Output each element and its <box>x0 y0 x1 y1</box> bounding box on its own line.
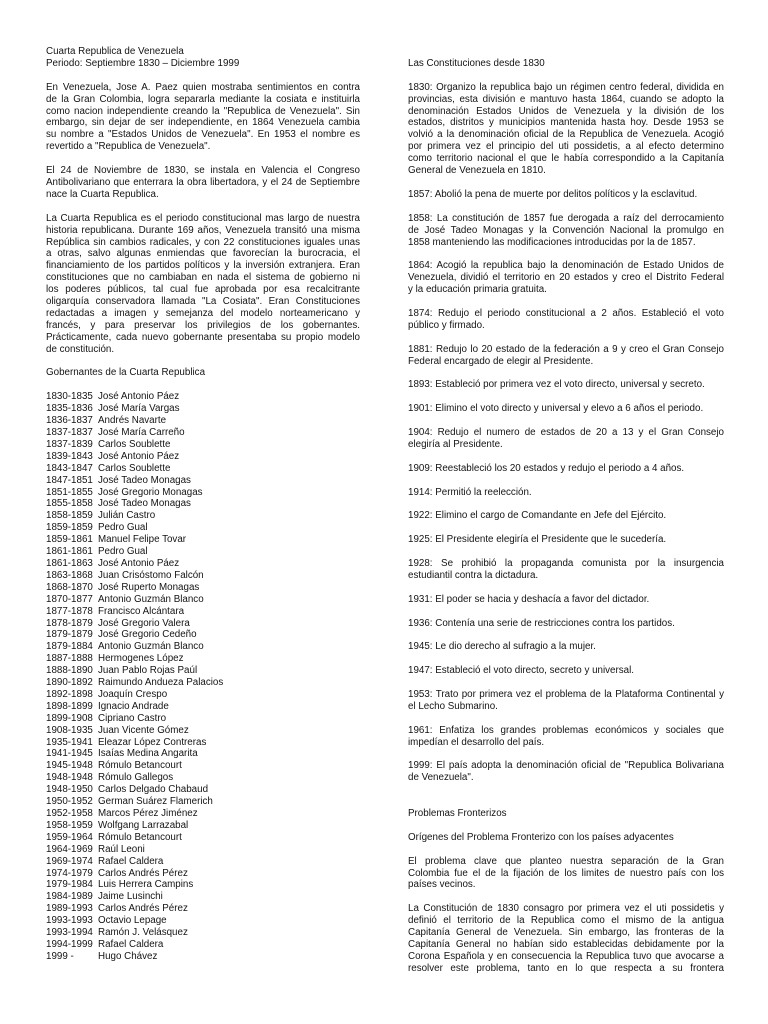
ruler-row <box>46 891 360 903</box>
constitution-entry <box>408 487 724 499</box>
ruler-row <box>46 713 360 725</box>
ruler-row <box>46 618 360 630</box>
paragraph-line: volvió a la denominación oficial de la Republica de Venezuela. Acogió <box>408 129 724 141</box>
paragraph-line: Federal encargado de elegir al Presidente. <box>408 355 594 367</box>
ruler-name: Marcos Pérez Jiménez <box>98 808 198 819</box>
ruler-name: Octavio Lepage <box>98 915 167 927</box>
paragraph-line: definió el territorio de la Republica como el mismo de la antigua <box>408 915 724 927</box>
paragraph-line: de José Tadeo Monagas y la Convención Nacional la promulgo en <box>408 224 724 236</box>
constitution-entry <box>408 618 724 630</box>
constitution-entry <box>408 344 724 368</box>
border-paragraph <box>408 856 724 892</box>
paragraph-line: impedían el desarrollo del país. <box>408 736 545 748</box>
paragraph-line: 1947: Estableció el voto directo, secreto y universal. <box>408 665 634 677</box>
ruler-name: Rafael Caldera <box>98 938 164 950</box>
ruler-row <box>46 665 360 677</box>
constitution-entry <box>408 189 724 201</box>
ruler-row <box>46 510 360 522</box>
ruler-row <box>46 439 360 451</box>
ruler-years: 1993-1994 <box>46 927 93 939</box>
ruler-years: 1994-1999 <box>46 938 93 950</box>
ruler-years: 1908-1935 <box>46 724 93 736</box>
constitution-entry <box>408 463 724 475</box>
paragraph-line: los poderes públicos, tal cual fue aprobada por esa recalcitrante <box>46 284 360 296</box>
ruler-row <box>46 832 360 844</box>
paragraph-line: 1874: Redujo el periodo constitucional a 2 años. Estableció el voto <box>408 307 724 319</box>
period-subtitle: Periodo: Septiembre 1830 – Diciembre 1999 <box>46 57 240 69</box>
ruler-name: Carlos Andrés Pérez <box>98 867 188 879</box>
paragraph-line: 1909: Reestableció los 20 estados y redujo el periodo a 4 años. <box>408 462 685 474</box>
ruler-row <box>46 748 360 760</box>
ruler-years: 1958-1959 <box>46 819 93 831</box>
ruler-name: Pedro Gual <box>98 522 148 534</box>
ruler-years: 1979-1984 <box>46 879 93 891</box>
ruler-years: 1879-1879 <box>46 629 93 641</box>
rulers-heading-block <box>46 367 360 379</box>
paragraph-line: La Cuarta Republica es el periodo constitucional mas largo de nuestra <box>46 212 360 224</box>
ruler-row <box>46 403 360 415</box>
borders-section <box>408 856 724 975</box>
ruler-name: Francisco Alcántara <box>98 605 185 617</box>
ruler-row <box>46 701 360 713</box>
ruler-years: 1858-1859 <box>46 510 93 522</box>
left-column <box>46 46 360 963</box>
ruler-years: 1870-1877 <box>46 593 93 605</box>
paragraph-line: resolver este problema, tanto en lo que respecta a su frontera <box>408 962 724 974</box>
ruler-row <box>46 641 360 653</box>
ruler-years: 1888-1890 <box>46 665 93 677</box>
ruler-years: 1855-1858 <box>46 498 93 510</box>
paragraph-line: 1858: La constitución de 1857 fue derogada a raíz del derrocamiento <box>408 212 724 224</box>
intro-paragraph <box>46 82 360 153</box>
constitution-entry <box>408 594 724 606</box>
paragraph-line: 1858 manteniendo las modificaciones introducidas por la de 1857. <box>408 236 696 248</box>
paragraph-line: El 24 de Noviembre de 1830, se instala en Valencia el Congreso <box>46 165 360 177</box>
paragraph-line: elegiría al Presidente. <box>408 438 503 450</box>
constitutions-list <box>408 82 724 784</box>
ruler-name: Antonio Guzmán Blanco <box>98 593 204 605</box>
ruler-years: 1843-1847 <box>46 462 93 474</box>
paragraph-line: revertido a "Republica de Venezuela". <box>46 141 211 153</box>
document-title: Cuarta Republica de Venezuela <box>46 46 184 57</box>
paragraph-line: estudiantil contra la dictadura. <box>408 569 539 581</box>
paragraph-line: 1864: Acogió la republica bajo la denominación de Estado Unidos de <box>408 260 724 272</box>
ruler-row <box>46 594 360 606</box>
ruler-name: Pedro Gual <box>98 546 148 558</box>
paragraph-line: Capitanía General de Venezuela. Sin embargo, las fronteras de la <box>408 927 724 939</box>
ruler-name: Eleazar López Contreras <box>98 736 207 748</box>
ruler-name: Manuel Felipe Tovar <box>98 534 187 546</box>
ruler-years: 1879-1884 <box>46 641 93 653</box>
ruler-name: Carlos Andrés Pérez <box>98 903 188 915</box>
paragraph-line: el Lecho Submarino. <box>408 700 498 712</box>
ruler-row <box>46 451 360 463</box>
ruler-years: 1878-1879 <box>46 617 93 629</box>
ruler-years: 1892-1898 <box>46 688 93 700</box>
paragraph-line: 1961: Enfatiza los grandes problemas económicos y sociales que <box>408 724 724 736</box>
ruler-row <box>46 582 360 594</box>
ruler-row <box>46 856 360 868</box>
ruler-name: Luis Herrera Campins <box>98 879 194 891</box>
ruler-row <box>46 868 360 880</box>
ruler-row <box>46 737 360 749</box>
ruler-years: 1935-1941 <box>46 736 93 748</box>
paragraph-line: 1830: Organizo la republica bajo un régimen centro federal, dividida en <box>408 81 724 93</box>
paragraph-line: 1928: Se prohibió la propaganda comunista por la insurgencia <box>408 557 724 569</box>
paragraph-line: República sin cambios radicales, y con 22 constituciones iguales unas <box>46 236 360 248</box>
ruler-years: 1898-1899 <box>46 700 93 712</box>
constitution-entry <box>408 308 724 332</box>
ruler-row <box>46 498 360 510</box>
paragraph-line: por primera vez el principio del uti possidetis, a al efecto determino <box>408 141 724 153</box>
paragraph-line: General de Venezuela en 1810. <box>408 165 546 177</box>
ruler-years: 1861-1863 <box>46 557 93 569</box>
paragraph-line: financiamiento de los partidos políticos y la inversión extranjera. Eran <box>46 260 360 272</box>
paragraph-line: 1945: Le dio derecho al sufragio a la mujer. <box>408 641 596 653</box>
ruler-row <box>46 927 360 939</box>
ruler-name: Andrés Navarte <box>98 415 167 427</box>
ruler-row <box>46 534 360 546</box>
constitution-entry <box>408 260 724 296</box>
paragraph-line: denominación Estados Unidos de Venezuela y la división de los <box>408 105 724 117</box>
paragraph-line: 1893: Estableció por primera vez el voto directo, universal y secreto. <box>408 379 705 391</box>
ruler-years: 1974-1979 <box>46 867 93 879</box>
ruler-row <box>46 487 360 499</box>
ruler-row <box>46 522 360 534</box>
ruler-name: Carlos Soublette <box>98 462 171 474</box>
ruler-name: José María Carreño <box>98 427 185 438</box>
rulers-list <box>46 391 360 963</box>
ruler-row <box>46 570 360 582</box>
constitution-entry <box>408 534 724 546</box>
paragraph-line: países vecinos. <box>408 879 476 891</box>
paragraph-line: El problema clave que planteo nuestra separación de la Gran <box>408 855 724 867</box>
ruler-years: 1877-1878 <box>46 605 93 617</box>
ruler-years: 1945-1948 <box>46 760 93 772</box>
paragraph-line: nace la Cuarta Republica. <box>46 188 159 200</box>
ruler-years: 1859-1859 <box>46 522 93 534</box>
ruler-row <box>46 629 360 641</box>
ruler-name: Raúl Leoni <box>98 843 145 855</box>
ruler-years: 1964-1969 <box>46 843 93 855</box>
ruler-years: 1830-1835 <box>46 391 93 403</box>
ruler-name: Hugo Chávez <box>98 950 158 962</box>
ruler-row <box>46 546 360 558</box>
paragraph-line: historia republicana. Durante 169 años, Venezuela transitó una misma <box>46 224 360 236</box>
intro-paragraph <box>46 165 360 201</box>
document-header <box>46 46 360 70</box>
constitution-entry <box>408 510 724 522</box>
ruler-row <box>46 808 360 820</box>
ruler-row <box>46 939 360 951</box>
ruler-name: José Antonio Páez <box>98 557 180 569</box>
ruler-row <box>46 415 360 427</box>
ruler-years: 1868-1870 <box>46 581 93 593</box>
ruler-name: Rafael Caldera <box>98 855 164 867</box>
borders-subheading: Orígenes del Problema Fronterizo con los países adyacentes <box>408 831 674 843</box>
ruler-name: José Antonio Páez <box>98 450 180 462</box>
ruler-row <box>46 760 360 772</box>
borders-heading-block <box>408 796 724 820</box>
ruler-name: Cipriano Castro <box>98 712 167 724</box>
ruler-name: Antonio Guzmán Blanco <box>98 641 204 653</box>
ruler-years: 1989-1993 <box>46 903 93 915</box>
ruler-row <box>46 844 360 856</box>
ruler-years: 1835-1836 <box>46 403 93 415</box>
paragraph-line: y la educación primaria gratuita. <box>408 284 547 296</box>
ruler-years: 1847-1851 <box>46 474 93 486</box>
ruler-name: Juan Vicente Gómez <box>98 724 189 736</box>
ruler-years: 1899-1908 <box>46 712 93 724</box>
constitution-entry <box>408 665 724 677</box>
paragraph-line: oligarquía conservadora llamada "La Cosiata". Eran Constituciones <box>46 296 360 308</box>
paragraph-line: 1881: Redujo lo 20 estado de la federación a 9 y creo el Gran Consejo <box>408 343 724 355</box>
paragraph-line: 1925: El Presidente elegiría el Presidente que le sucedería. <box>408 534 667 546</box>
ruler-years: 1984-1989 <box>46 891 93 903</box>
constitution-entry <box>408 641 724 653</box>
ruler-name: Juan Pablo Rojas Paúl <box>98 665 198 677</box>
paragraph-line: Colombia fue el de la fijación de los limites de nuestro país con los <box>408 867 724 879</box>
ruler-name: Carlos Soublette <box>98 438 171 450</box>
ruler-name: Ignacio Andrade <box>98 700 169 712</box>
paragraph-line: En Venezuela, Jose A. Paez quien mostraba sentimientos en contra <box>46 81 360 93</box>
paragraph-line: de constitución. <box>46 343 115 355</box>
ruler-row <box>46 463 360 475</box>
paragraph-line: 1857: Abolió la pena de muerte por delitos políticos y la esclavitud. <box>408 188 698 200</box>
ruler-name: Rómulo Betancourt <box>98 760 182 772</box>
ruler-row <box>46 772 360 784</box>
paragraph-line: provincias, esta división e mantuvo hasta 1864, cuando se adopto la <box>408 93 724 105</box>
paragraph-line: Venezuela, dividió el territorio en 20 estados y creo el Distrito Federal <box>408 272 724 284</box>
ruler-years: 1851-1855 <box>46 486 93 498</box>
constitution-entry <box>408 689 724 713</box>
paragraph-line: público y firmado. <box>408 319 485 331</box>
ruler-years: 1839-1843 <box>46 450 93 462</box>
ruler-years: 1993-1993 <box>46 915 93 927</box>
ruler-row <box>46 820 360 832</box>
paragraph-line: 1999: El país adopta la denominación oficial de "Republica Bolivariana <box>408 760 724 772</box>
paragraph-line: 1914: Permitió la reelección. <box>408 486 532 498</box>
ruler-years: 1941-1945 <box>46 748 93 760</box>
ruler-row <box>46 796 360 808</box>
paragraph-line: 1901: Elimino el voto directo y universal y elevo a 6 años el periodo. <box>408 403 704 415</box>
constitution-entry <box>408 82 724 177</box>
paragraph-line: como nacion independiente creando la "Republica de Venezuela". Sin <box>46 105 360 117</box>
borders-heading: Problemas Fronterizos <box>408 808 507 819</box>
constitution-entry <box>408 213 724 249</box>
ruler-name: José Ruperto Monagas <box>98 581 200 593</box>
ruler-row <box>46 903 360 915</box>
paragraph-line: a otras, salvo algunas enmiendas que favorecían la burocracia, el <box>46 248 360 260</box>
ruler-name: Ramón J. Velásquez <box>98 927 188 939</box>
constitutions-heading: Las Constituciones desde 1830 <box>408 57 545 69</box>
ruler-years: 1837-1837 <box>46 427 93 438</box>
paragraph-line: embargo, sin dejar de ser independiente, en 1864 Venezuela cambia <box>46 117 360 129</box>
ruler-name: Wolfgang Larrazabal <box>98 819 189 831</box>
ruler-name: José Gregorio Valera <box>98 617 190 629</box>
ruler-name: Isaías Medina Angarita <box>98 748 198 760</box>
ruler-row <box>46 391 360 403</box>
ruler-name: Rómulo Gallegos <box>98 772 174 784</box>
paragraph-line: Capitanía General no habían sido establecidas debidamente por la <box>408 938 724 950</box>
paragraph-line: La Constitución de 1830 consagro por primera vez el uti possidetis y <box>408 903 724 915</box>
ruler-row <box>46 677 360 689</box>
ruler-row <box>46 951 360 963</box>
ruler-years: 1950-1952 <box>46 796 93 808</box>
borders-subheading-block <box>408 832 724 844</box>
ruler-name: José María Vargas <box>98 403 180 415</box>
ruler-row <box>46 915 360 927</box>
ruler-name: Joaquín Crespo <box>98 688 168 700</box>
paragraph-line: su nombre a "Estados Unidos de Venezuela". En 1953 el nombre es <box>46 129 360 141</box>
paragraph-line: 1922: Elimino el cargo de Comandante en Jefe del Ejército. <box>408 510 667 522</box>
paragraph-line: francés, y para preservar los privilegios de los gobernantes. <box>46 319 360 331</box>
ruler-name: Julián Castro <box>98 510 156 522</box>
ruler-name: Raimundo Andueza Palacios <box>98 677 224 689</box>
ruler-years: 1969-1974 <box>46 855 93 867</box>
paragraph-line: como territorio nacional el que le había correspondido a la Capitanía <box>408 153 724 165</box>
ruler-years: 1890-1892 <box>46 677 93 689</box>
ruler-years: 1948-1948 <box>46 772 93 784</box>
ruler-row <box>46 879 360 891</box>
ruler-row <box>46 653 360 665</box>
ruler-name: Carlos Delgado Chabaud <box>98 784 209 796</box>
ruler-years: 1861-1861 <box>46 546 93 558</box>
ruler-row <box>46 725 360 737</box>
rulers-heading: Gobernantes de la Cuarta Republica <box>46 367 206 379</box>
ruler-years: 1837-1839 <box>46 438 93 450</box>
constitutions-heading-block <box>408 58 724 70</box>
paragraph-line: 1931: El poder se hacia y deshacía a favor del dictador. <box>408 593 650 605</box>
paragraph-line: 1936: Contenía una serie de restricciones contra los partidos. <box>408 617 675 629</box>
ruler-row <box>46 606 360 618</box>
paragraph-line: estados, distritos y municipios mantenida hasta hoy. Desde 1953 se <box>408 117 724 129</box>
ruler-years: 1859-1861 <box>46 534 93 546</box>
right-column <box>408 46 724 987</box>
paragraph-line: de Venezuela". <box>408 772 474 784</box>
ruler-name: José Antonio Páez <box>98 391 180 403</box>
paragraph-line: Prácticamente, cada nuevo gobernante presentaba su propio modelo <box>46 331 360 343</box>
paragraph-line: de la Gran Colombia, logra separarla mediante la cosiata e instituirla <box>46 93 360 105</box>
ruler-years: 1952-1958 <box>46 808 93 819</box>
constitution-entry <box>408 725 724 749</box>
ruler-name: German Suárez Flamerich <box>98 796 213 808</box>
paragraph-line: constituciones que no cambiaban en nada el sistema de gobierno ni <box>46 272 360 284</box>
constitution-entry <box>408 427 724 451</box>
ruler-row <box>46 427 360 439</box>
ruler-name: Hermogenes López <box>98 653 184 665</box>
intro-paragraph <box>46 213 360 356</box>
constitution-entry <box>408 403 724 415</box>
ruler-name: Jaime Lusinchi <box>98 891 163 903</box>
paragraph-line: Antibolivariano que enterrara la obra libertadora, y el 24 de Septiembre <box>46 176 360 188</box>
paragraph-line: redactadas a imagen y semejanza del modelo norteamericano y <box>46 307 360 319</box>
ruler-years: 1836-1837 <box>46 415 93 427</box>
ruler-name: Rómulo Betancourt <box>98 831 182 843</box>
paragraph-line: 1904: Redujo el numero de estados de 20 a 13 y el Gran Consejo <box>408 427 724 438</box>
ruler-name: José Tadeo Monagas <box>98 498 191 510</box>
constitution-entry <box>408 760 724 784</box>
ruler-row <box>46 475 360 487</box>
intro-section <box>46 82 360 356</box>
ruler-name: Juan Crisóstomo Falcón <box>98 569 204 581</box>
ruler-years: 1959-1964 <box>46 831 93 843</box>
ruler-name: José Gregorio Cedeño <box>98 629 197 641</box>
ruler-years: 1863-1868 <box>46 569 93 581</box>
constitution-entry <box>408 379 724 391</box>
paragraph-line: Corona Española y en consecuencia la Republica tuvo que avocarse a <box>408 950 724 962</box>
ruler-years: 1999 - <box>46 950 74 962</box>
border-paragraph <box>408 903 724 974</box>
ruler-years: 1887-1888 <box>46 653 93 665</box>
ruler-years: 1948-1950 <box>46 784 93 796</box>
ruler-name: José Tadeo Monagas <box>98 474 191 486</box>
ruler-name: José Gregorio Monagas <box>98 486 203 498</box>
paragraph-line: 1953: Trato por primera vez el problema de la Plataforma Continental y <box>408 688 724 700</box>
ruler-row <box>46 689 360 701</box>
constitution-entry <box>408 558 724 582</box>
ruler-row <box>46 558 360 570</box>
ruler-row <box>46 784 360 796</box>
